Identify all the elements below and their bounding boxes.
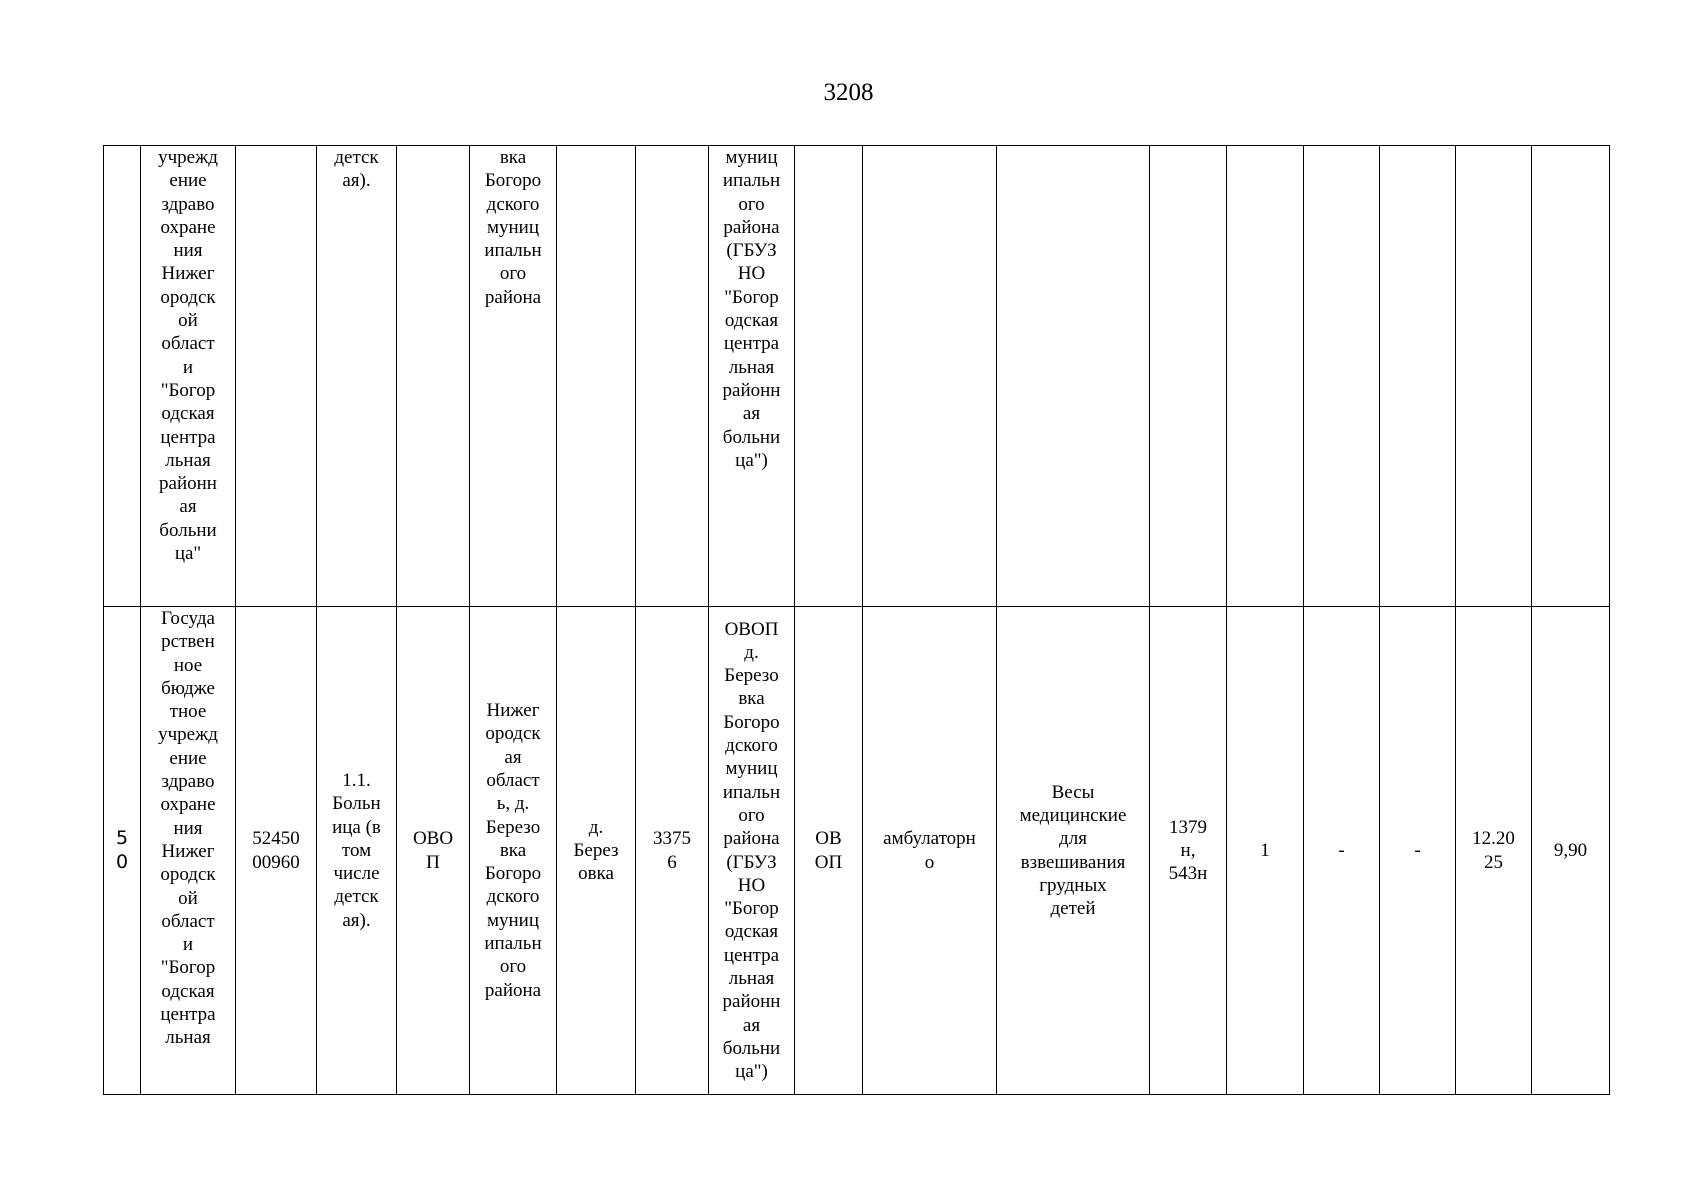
cell-address: вка Богоро дского муниц ипальн ого района [470,146,557,607]
data-table [103,145,1610,1095]
cell-locality [557,146,636,607]
cell-locality: д. Берез овка [557,607,636,1095]
cell-col-15: - [1304,607,1380,1095]
cell-organization: Госуда рствен ное бюдже тное учрежд ение здраво охране ния Нижег ородск ой област и "Богор одская центра льная [141,607,236,1095]
cell-amount [1532,146,1610,607]
cell-code [236,146,317,607]
cell-date: 12.20 25 [1456,607,1532,1095]
cell-care-mode: амбулаторн о [863,607,997,1095]
cell-order: 1379 н, 543н [1150,607,1227,1095]
cell-unit-abbr [795,146,863,607]
cell-unit-name: ОВОП д. Березо вка Богоро дского муниц ипальн ого района (ГБУЗ НО "Богор одская центра льная районн ая больни ца") [709,607,795,1095]
cell-code: 52450 00960 [236,607,317,1095]
cell-unit-name: муниц ипальн ого района (ГБУЗ НО "Богор одская центра льная районн ая больни ца") [709,146,795,607]
cell-organization: учрежд ение здраво охране ния Нижег ородск ой област и "Богор одская центра льная районн ая больни ца" [141,146,236,607]
cell-care-mode [863,146,997,607]
cell-col-16: - [1380,607,1456,1095]
page-number: 3208 [823,79,874,106]
table-row-continuation [104,146,1610,607]
cell-equipment: Весы медицинские для взвешивания грудных детей [997,607,1150,1095]
cell-quantity [1227,146,1304,607]
cell-number: 5 0 [104,607,141,1095]
cell-index: 3375 6 [636,607,709,1095]
cell-unit-type: ОВО П [397,607,470,1095]
cell-number [104,146,141,607]
cell-facility-type: детск ая). [317,146,397,607]
cell-amount: 9,90 [1532,607,1610,1095]
cell-date [1456,146,1532,607]
cell-address: Нижег ородск ая област ь, д. Березо вка Богоро дского муниц ипальн ого района [470,607,557,1095]
cell-index [636,146,709,607]
cell-facility-type: 1.1. Больн ица (в том числе детск ая). [317,607,397,1095]
cell-unit-type [397,146,470,607]
cell-quantity: 1 [1227,607,1304,1095]
cell-order [1150,146,1227,607]
cell-unit-abbr: ОВ ОП [795,607,863,1095]
cell-col-16 [1380,146,1456,607]
cell-equipment [997,146,1150,607]
cell-col-15 [1304,146,1380,607]
table-row-50 [104,607,1610,1095]
